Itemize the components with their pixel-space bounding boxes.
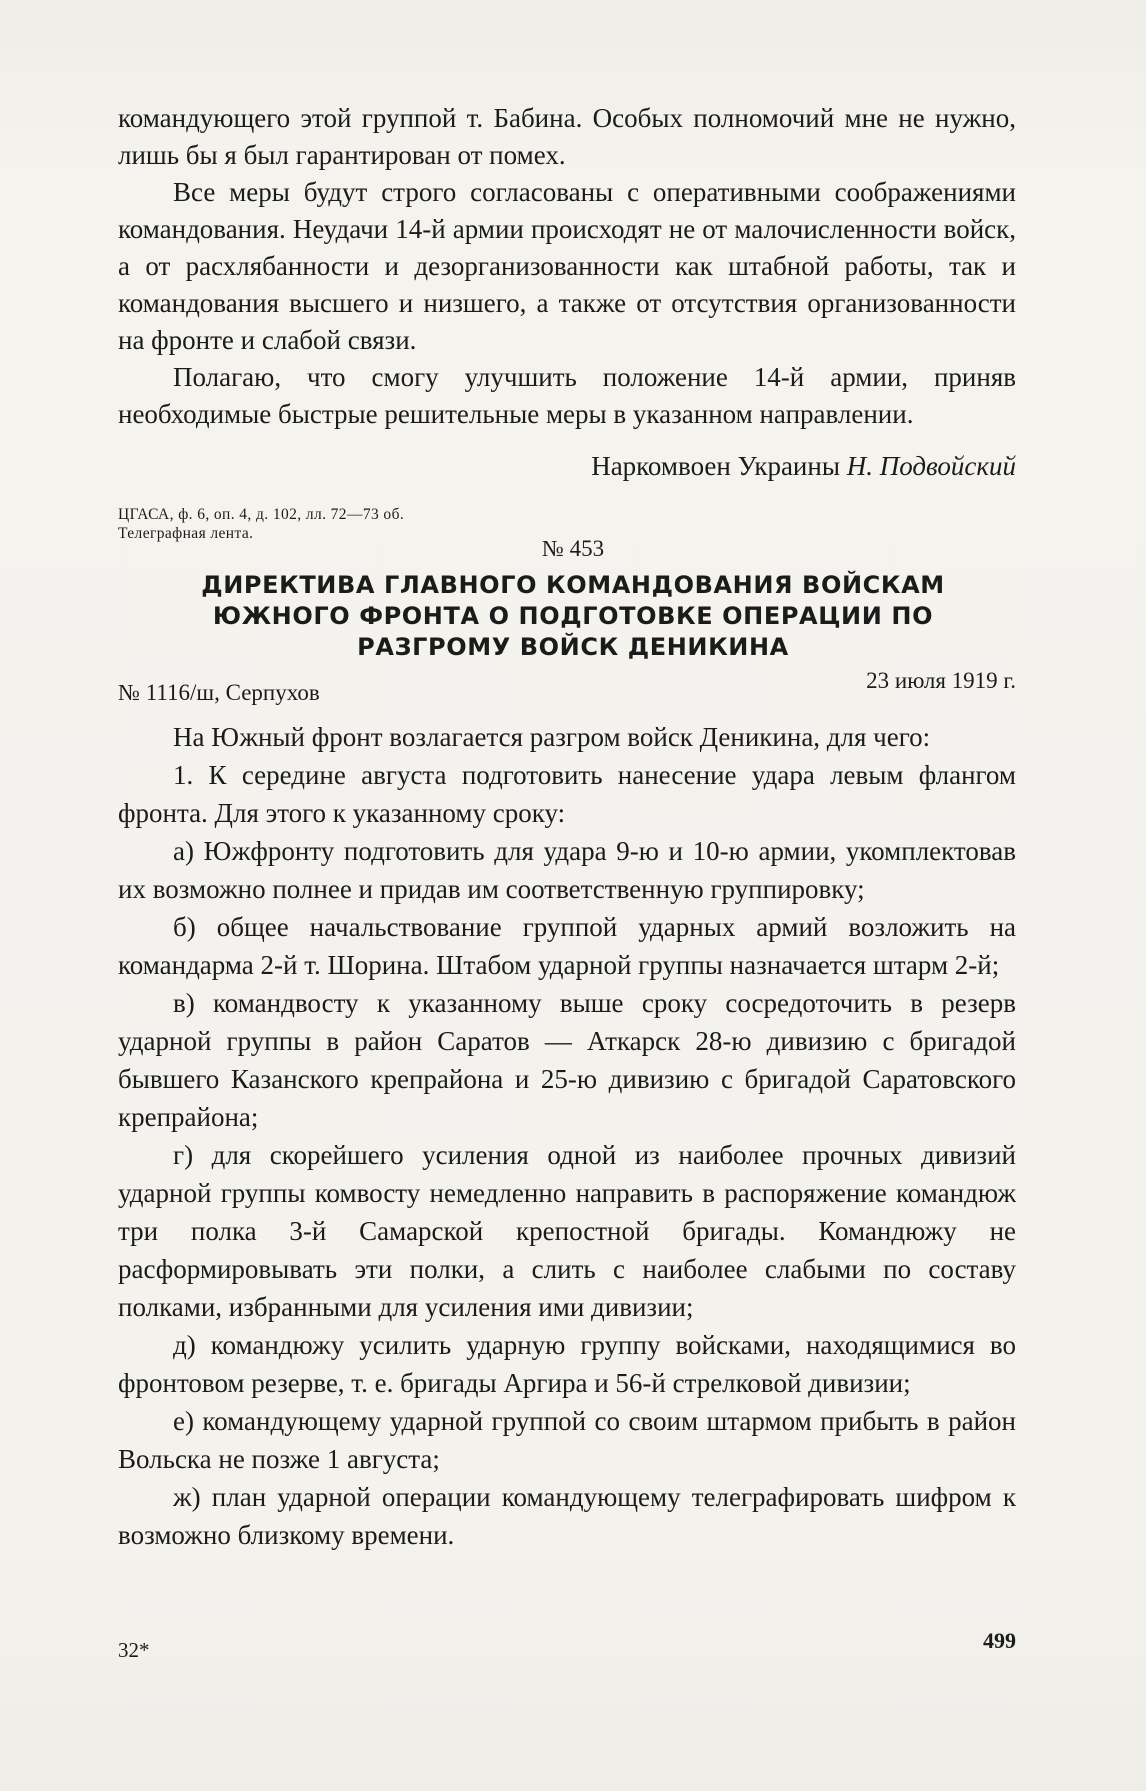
directive-item-b: б) общее начальствование группой ударных армий возложить на командарма 2-й т. Шорина. Штабом ударной группы назначается штарм 2-й; bbox=[118, 912, 1016, 980]
directive-item-d: д) командюжу усилить ударную группу войсками, находящимися во фронтовом резерве, т. е. бригады Аргира и 56-й стрелковой дивизии; bbox=[118, 1330, 1016, 1398]
directive-item-e: е) командующему ударной группой со своим штармом прибыть в район Вольска не позже 1 августа; bbox=[118, 1406, 1016, 1474]
directive-body bbox=[118, 718, 1016, 1554]
continued-text bbox=[118, 100, 1016, 433]
printer-signature-mark: 32* bbox=[118, 1638, 150, 1662]
directive-item-g: г) для скорейшего усиления одной из наиболее прочных дивизий ударной группы комвосту немедленно направить в распоряжение командюж три полка 3-й Самарской крепостной бригады. Командюжу не расформировывать эти полки, а слить с наиболее слабыми по составу полками, избранными для усиления ими дивизии; bbox=[118, 1140, 1016, 1322]
signature-name: Н. Подвойский bbox=[846, 451, 1016, 481]
signature-position: Наркомвоен Украины bbox=[591, 451, 840, 481]
page-number: 499 bbox=[983, 1628, 1016, 1653]
directive-point-1: 1. К середине августа подготовить нанесение удара левым флангом фронта. Для этого к указанному сроку: bbox=[118, 760, 1016, 828]
signature-line bbox=[118, 451, 1016, 482]
directive-item-v: в) командвосту к указанному выше сроку сосредоточить в резерв ударной группы в район Саратов — Аткарск 28-ю дивизию с бригадой бывшего Казанского крепрайона и 25-ю дивизию с бригадой Саратовского крепрайона; bbox=[118, 988, 1016, 1132]
paragraph-conclusion: Полагаю, что смогу улучшить положение 14-й армии, приняв необходимые быстрые решительные меры в указанном направлении. bbox=[118, 362, 1016, 429]
paragraph-continued: командующего этой группой т. Бабина. Особых полномочий мне не нужно, лишь бы я был гарантирован от помех. bbox=[118, 103, 1016, 170]
document-reference: № 1116/ш, Серпухов bbox=[118, 680, 320, 705]
document-date: 23 июля 1919 г. bbox=[866, 668, 1016, 693]
archive-source-note: ЦГАСА, ф. 6, оп. 4, д. 102, лл. 72—73 об. Телеграфная лента. bbox=[118, 506, 405, 542]
directive-intro: На Южный фронт возлагается разгром войск Деникина, для чего: bbox=[173, 722, 931, 752]
document-number: № 453 bbox=[541, 536, 605, 561]
document-title: ДИРЕКТИВА ГЛАВНОГО КОМАНДОВАНИЯ ВОЙСКАМ ЮЖНОГО ФРОНТА О ПОДГОТОВКЕ ОПЕРАЦИИ ПО РАЗГРОМУ ВОЙСК ДЕНИКИНА bbox=[201, 571, 945, 661]
paragraph-measures: Все меры будут строго согласованы с оперативными соображениями командования. Неудачи 14-й армии происходят не от малочисленности войск, а от расхлябанности и дезорганизованности как штабной работы, так и командования высшего и низшего, а также от отсутствия организованности на фронте и слабой связи. bbox=[118, 177, 1016, 355]
directive-item-zh: ж) план ударной операции командующему телеграфировать шифром к возможно близкому времени. bbox=[118, 1482, 1016, 1550]
directive-item-a: а) Южфронту подготовить для удара 9-ю и 10-ю армии, укомплектовав их возможно полнее и придав им соответственную группировку; bbox=[118, 836, 1016, 904]
